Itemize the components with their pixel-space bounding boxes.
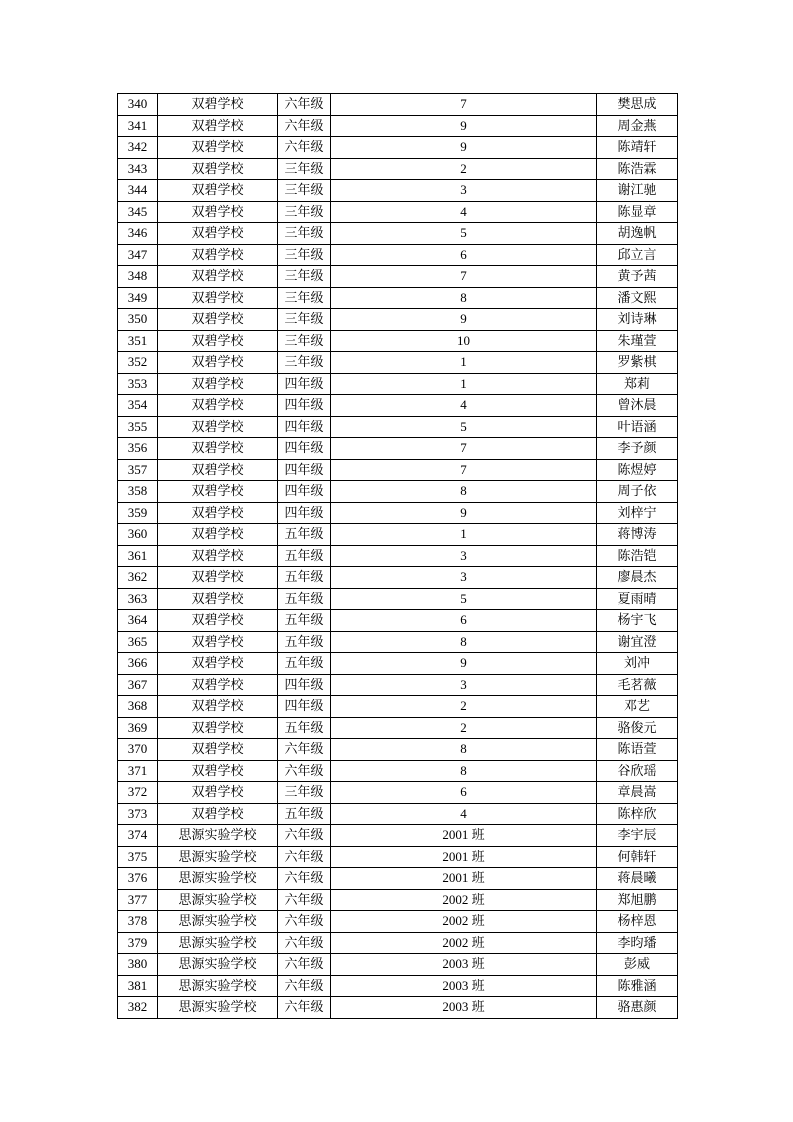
class-cell: 2001 班 xyxy=(331,868,597,890)
serial-number-cell: 356 xyxy=(118,438,158,460)
class-cell: 9 xyxy=(331,115,597,137)
table-row xyxy=(118,825,678,847)
serial-number-cell: 357 xyxy=(118,459,158,481)
class-cell: 5 xyxy=(331,416,597,438)
class-cell: 8 xyxy=(331,631,597,653)
serial-number-cell: 363 xyxy=(118,588,158,610)
serial-number-cell: 364 xyxy=(118,610,158,632)
student-name-cell: 黄予茜 xyxy=(597,266,678,288)
grade-cell: 五年级 xyxy=(278,524,331,546)
table-row xyxy=(118,287,678,309)
school-name-cell: 双碧学校 xyxy=(158,137,278,159)
student-name-cell: 周子依 xyxy=(597,481,678,503)
table-row xyxy=(118,760,678,782)
student-name-cell: 杨梓恩 xyxy=(597,911,678,933)
serial-number-cell: 379 xyxy=(118,932,158,954)
grade-cell: 六年级 xyxy=(278,911,331,933)
grade-cell: 六年级 xyxy=(278,868,331,890)
table-row xyxy=(118,524,678,546)
grade-cell: 五年级 xyxy=(278,653,331,675)
class-cell: 3 xyxy=(331,545,597,567)
serial-number-cell: 346 xyxy=(118,223,158,245)
table-row xyxy=(118,739,678,761)
grade-cell: 四年级 xyxy=(278,395,331,417)
student-name-cell: 何韩轩 xyxy=(597,846,678,868)
school-name-cell: 双碧学校 xyxy=(158,115,278,137)
serial-number-cell: 359 xyxy=(118,502,158,524)
serial-number-cell: 341 xyxy=(118,115,158,137)
school-name-cell: 双碧学校 xyxy=(158,803,278,825)
serial-number-cell: 378 xyxy=(118,911,158,933)
class-cell: 2 xyxy=(331,696,597,718)
serial-number-cell: 344 xyxy=(118,180,158,202)
grade-cell: 四年级 xyxy=(278,416,331,438)
serial-number-cell: 375 xyxy=(118,846,158,868)
table-row xyxy=(118,674,678,696)
grade-cell: 三年级 xyxy=(278,180,331,202)
serial-number-cell: 340 xyxy=(118,94,158,116)
grade-cell: 六年级 xyxy=(278,975,331,997)
student-name-cell: 李予颜 xyxy=(597,438,678,460)
table-row xyxy=(118,309,678,331)
serial-number-cell: 367 xyxy=(118,674,158,696)
student-name-cell: 曾沐晨 xyxy=(597,395,678,417)
table-row xyxy=(118,803,678,825)
grade-cell: 四年级 xyxy=(278,696,331,718)
table-row xyxy=(118,932,678,954)
school-name-cell: 双碧学校 xyxy=(158,438,278,460)
table-row xyxy=(118,373,678,395)
school-name-cell: 思源实验学校 xyxy=(158,954,278,976)
class-cell: 2003 班 xyxy=(331,997,597,1019)
student-name-cell: 谷欣瑶 xyxy=(597,760,678,782)
school-name-cell: 双碧学校 xyxy=(158,502,278,524)
serial-number-cell: 368 xyxy=(118,696,158,718)
grade-cell: 三年级 xyxy=(278,782,331,804)
school-name-cell: 双碧学校 xyxy=(158,201,278,223)
school-name-cell: 双碧学校 xyxy=(158,459,278,481)
grade-cell: 四年级 xyxy=(278,502,331,524)
table-row xyxy=(118,610,678,632)
table-row xyxy=(118,717,678,739)
school-name-cell: 思源实验学校 xyxy=(158,846,278,868)
serial-number-cell: 342 xyxy=(118,137,158,159)
class-cell: 4 xyxy=(331,395,597,417)
student-name-cell: 陈雅涵 xyxy=(597,975,678,997)
table-row xyxy=(118,588,678,610)
serial-number-cell: 355 xyxy=(118,416,158,438)
class-cell: 6 xyxy=(331,244,597,266)
student-name-cell: 谢江驰 xyxy=(597,180,678,202)
serial-number-cell: 352 xyxy=(118,352,158,374)
student-name-cell: 刘诗琳 xyxy=(597,309,678,331)
school-name-cell: 双碧学校 xyxy=(158,395,278,417)
student-name-cell: 蒋晨曦 xyxy=(597,868,678,890)
serial-number-cell: 373 xyxy=(118,803,158,825)
serial-number-cell: 353 xyxy=(118,373,158,395)
class-cell: 2002 班 xyxy=(331,889,597,911)
school-name-cell: 双碧学校 xyxy=(158,739,278,761)
class-cell: 9 xyxy=(331,137,597,159)
class-cell: 9 xyxy=(331,653,597,675)
serial-number-cell: 349 xyxy=(118,287,158,309)
student-name-cell: 胡逸帆 xyxy=(597,223,678,245)
class-cell: 7 xyxy=(331,266,597,288)
grade-cell: 五年级 xyxy=(278,567,331,589)
school-name-cell: 双碧学校 xyxy=(158,631,278,653)
student-name-cell: 叶语涵 xyxy=(597,416,678,438)
grade-cell: 三年级 xyxy=(278,244,331,266)
class-cell: 2001 班 xyxy=(331,825,597,847)
school-name-cell: 双碧学校 xyxy=(158,588,278,610)
school-name-cell: 思源实验学校 xyxy=(158,889,278,911)
table-row xyxy=(118,481,678,503)
class-cell: 4 xyxy=(331,201,597,223)
serial-number-cell: 370 xyxy=(118,739,158,761)
grade-cell: 六年级 xyxy=(278,115,331,137)
serial-number-cell: 361 xyxy=(118,545,158,567)
grade-cell: 五年级 xyxy=(278,588,331,610)
table-row xyxy=(118,782,678,804)
table-row xyxy=(118,846,678,868)
student-name-cell: 蒋博涛 xyxy=(597,524,678,546)
serial-number-cell: 374 xyxy=(118,825,158,847)
class-cell: 2002 班 xyxy=(331,911,597,933)
grade-cell: 四年级 xyxy=(278,459,331,481)
school-name-cell: 双碧学校 xyxy=(158,180,278,202)
school-name-cell: 思源实验学校 xyxy=(158,932,278,954)
grade-cell: 五年级 xyxy=(278,803,331,825)
serial-number-cell: 372 xyxy=(118,782,158,804)
class-cell: 7 xyxy=(331,438,597,460)
table-row xyxy=(118,567,678,589)
class-cell: 3 xyxy=(331,567,597,589)
student-name-cell: 章晨嵩 xyxy=(597,782,678,804)
school-name-cell: 双碧学校 xyxy=(158,760,278,782)
school-name-cell: 思源实验学校 xyxy=(158,975,278,997)
table-row xyxy=(118,158,678,180)
table-row xyxy=(118,653,678,675)
serial-number-cell: 362 xyxy=(118,567,158,589)
serial-number-cell: 366 xyxy=(118,653,158,675)
grade-cell: 五年级 xyxy=(278,545,331,567)
serial-number-cell: 354 xyxy=(118,395,158,417)
student-name-cell: 陈煜婷 xyxy=(597,459,678,481)
class-cell: 5 xyxy=(331,223,597,245)
class-cell: 8 xyxy=(331,739,597,761)
student-name-cell: 陈梓欣 xyxy=(597,803,678,825)
grade-cell: 五年级 xyxy=(278,610,331,632)
serial-number-cell: 345 xyxy=(118,201,158,223)
school-name-cell: 双碧学校 xyxy=(158,352,278,374)
student-name-cell: 罗紫棋 xyxy=(597,352,678,374)
grade-cell: 四年级 xyxy=(278,438,331,460)
table-row xyxy=(118,438,678,460)
serial-number-cell: 351 xyxy=(118,330,158,352)
student-name-cell: 陈显章 xyxy=(597,201,678,223)
serial-number-cell: 369 xyxy=(118,717,158,739)
class-cell: 3 xyxy=(331,674,597,696)
student-name-cell: 朱瑾萱 xyxy=(597,330,678,352)
school-name-cell: 双碧学校 xyxy=(158,309,278,331)
school-name-cell: 双碧学校 xyxy=(158,610,278,632)
serial-number-cell: 371 xyxy=(118,760,158,782)
grade-cell: 六年级 xyxy=(278,825,331,847)
grade-cell: 三年级 xyxy=(278,309,331,331)
student-name-cell: 郑莉 xyxy=(597,373,678,395)
table-row xyxy=(118,975,678,997)
class-cell: 8 xyxy=(331,760,597,782)
serial-number-cell: 358 xyxy=(118,481,158,503)
grade-cell: 三年级 xyxy=(278,201,331,223)
table-row xyxy=(118,115,678,137)
student-name-cell: 樊思成 xyxy=(597,94,678,116)
student-name-cell: 刘梓宁 xyxy=(597,502,678,524)
class-cell: 1 xyxy=(331,352,597,374)
grade-cell: 三年级 xyxy=(278,266,331,288)
class-cell: 2002 班 xyxy=(331,932,597,954)
table-row xyxy=(118,459,678,481)
class-cell: 1 xyxy=(331,524,597,546)
school-name-cell: 双碧学校 xyxy=(158,524,278,546)
student-name-cell: 邱立言 xyxy=(597,244,678,266)
school-name-cell: 双碧学校 xyxy=(158,481,278,503)
grade-cell: 四年级 xyxy=(278,674,331,696)
school-name-cell: 双碧学校 xyxy=(158,567,278,589)
school-name-cell: 双碧学校 xyxy=(158,545,278,567)
grade-cell: 六年级 xyxy=(278,760,331,782)
student-name-cell: 刘冲 xyxy=(597,653,678,675)
grade-cell: 六年级 xyxy=(278,846,331,868)
school-name-cell: 双碧学校 xyxy=(158,696,278,718)
grade-cell: 四年级 xyxy=(278,481,331,503)
student-name-cell: 陈浩霖 xyxy=(597,158,678,180)
student-name-cell: 李宇辰 xyxy=(597,825,678,847)
school-name-cell: 思源实验学校 xyxy=(158,825,278,847)
class-cell: 6 xyxy=(331,610,597,632)
student-name-cell: 骆俊元 xyxy=(597,717,678,739)
table-row xyxy=(118,696,678,718)
table-row xyxy=(118,502,678,524)
school-name-cell: 思源实验学校 xyxy=(158,997,278,1019)
class-cell: 7 xyxy=(331,459,597,481)
grade-cell: 六年级 xyxy=(278,889,331,911)
table-row xyxy=(118,223,678,245)
school-name-cell: 双碧学校 xyxy=(158,330,278,352)
student-name-cell: 廖晨杰 xyxy=(597,567,678,589)
class-cell: 2001 班 xyxy=(331,846,597,868)
grade-cell: 六年级 xyxy=(278,932,331,954)
grade-cell: 三年级 xyxy=(278,330,331,352)
student-name-cell: 李昀璠 xyxy=(597,932,678,954)
table-row xyxy=(118,266,678,288)
serial-number-cell: 382 xyxy=(118,997,158,1019)
grade-cell: 五年级 xyxy=(278,717,331,739)
table-row xyxy=(118,954,678,976)
roster-table-body xyxy=(118,94,678,1019)
grade-cell: 六年级 xyxy=(278,137,331,159)
school-name-cell: 双碧学校 xyxy=(158,373,278,395)
grade-cell: 六年级 xyxy=(278,94,331,116)
school-name-cell: 双碧学校 xyxy=(158,416,278,438)
table-row xyxy=(118,631,678,653)
grade-cell: 六年级 xyxy=(278,739,331,761)
student-name-cell: 周金燕 xyxy=(597,115,678,137)
grade-cell: 三年级 xyxy=(278,287,331,309)
grade-cell: 三年级 xyxy=(278,352,331,374)
grade-cell: 三年级 xyxy=(278,158,331,180)
serial-number-cell: 348 xyxy=(118,266,158,288)
class-cell: 1 xyxy=(331,373,597,395)
student-name-cell: 邓艺 xyxy=(597,696,678,718)
serial-number-cell: 377 xyxy=(118,889,158,911)
student-roster-table xyxy=(117,93,678,1019)
student-name-cell: 骆惠颜 xyxy=(597,997,678,1019)
serial-number-cell: 347 xyxy=(118,244,158,266)
grade-cell: 四年级 xyxy=(278,373,331,395)
table-row xyxy=(118,545,678,567)
serial-number-cell: 381 xyxy=(118,975,158,997)
table-row xyxy=(118,997,678,1019)
serial-number-cell: 350 xyxy=(118,309,158,331)
student-name-cell: 陈靖轩 xyxy=(597,137,678,159)
student-name-cell: 陈语萱 xyxy=(597,739,678,761)
class-cell: 7 xyxy=(331,94,597,116)
grade-cell: 三年级 xyxy=(278,223,331,245)
school-name-cell: 双碧学校 xyxy=(158,266,278,288)
serial-number-cell: 343 xyxy=(118,158,158,180)
class-cell: 6 xyxy=(331,782,597,804)
school-name-cell: 双碧学校 xyxy=(158,782,278,804)
table-row xyxy=(118,137,678,159)
grade-cell: 六年级 xyxy=(278,954,331,976)
serial-number-cell: 365 xyxy=(118,631,158,653)
table-row xyxy=(118,180,678,202)
student-name-cell: 毛茗薇 xyxy=(597,674,678,696)
school-name-cell: 双碧学校 xyxy=(158,244,278,266)
class-cell: 2 xyxy=(331,158,597,180)
school-name-cell: 双碧学校 xyxy=(158,653,278,675)
table-row xyxy=(118,201,678,223)
student-name-cell: 夏雨晴 xyxy=(597,588,678,610)
student-name-cell: 潘文熙 xyxy=(597,287,678,309)
school-name-cell: 思源实验学校 xyxy=(158,868,278,890)
class-cell: 10 xyxy=(331,330,597,352)
table-row xyxy=(118,889,678,911)
table-row xyxy=(118,911,678,933)
class-cell: 2003 班 xyxy=(331,975,597,997)
student-name-cell: 彭威 xyxy=(597,954,678,976)
school-name-cell: 双碧学校 xyxy=(158,158,278,180)
student-name-cell: 陈浩铠 xyxy=(597,545,678,567)
class-cell: 2 xyxy=(331,717,597,739)
school-name-cell: 双碧学校 xyxy=(158,717,278,739)
table-row xyxy=(118,244,678,266)
school-name-cell: 双碧学校 xyxy=(158,287,278,309)
class-cell: 8 xyxy=(331,481,597,503)
class-cell: 2003 班 xyxy=(331,954,597,976)
table-row xyxy=(118,352,678,374)
school-name-cell: 双碧学校 xyxy=(158,674,278,696)
serial-number-cell: 380 xyxy=(118,954,158,976)
school-name-cell: 双碧学校 xyxy=(158,94,278,116)
class-cell: 4 xyxy=(331,803,597,825)
grade-cell: 五年级 xyxy=(278,631,331,653)
class-cell: 9 xyxy=(331,502,597,524)
table-row xyxy=(118,94,678,116)
student-name-cell: 郑旭鹏 xyxy=(597,889,678,911)
serial-number-cell: 376 xyxy=(118,868,158,890)
class-cell: 3 xyxy=(331,180,597,202)
student-name-cell: 谢宜澄 xyxy=(597,631,678,653)
class-cell: 8 xyxy=(331,287,597,309)
class-cell: 5 xyxy=(331,588,597,610)
class-cell: 9 xyxy=(331,309,597,331)
serial-number-cell: 360 xyxy=(118,524,158,546)
table-row xyxy=(118,395,678,417)
grade-cell: 六年级 xyxy=(278,997,331,1019)
table-row xyxy=(118,330,678,352)
student-name-cell: 杨宇飞 xyxy=(597,610,678,632)
table-row xyxy=(118,868,678,890)
school-name-cell: 双碧学校 xyxy=(158,223,278,245)
school-name-cell: 思源实验学校 xyxy=(158,911,278,933)
table-row xyxy=(118,416,678,438)
